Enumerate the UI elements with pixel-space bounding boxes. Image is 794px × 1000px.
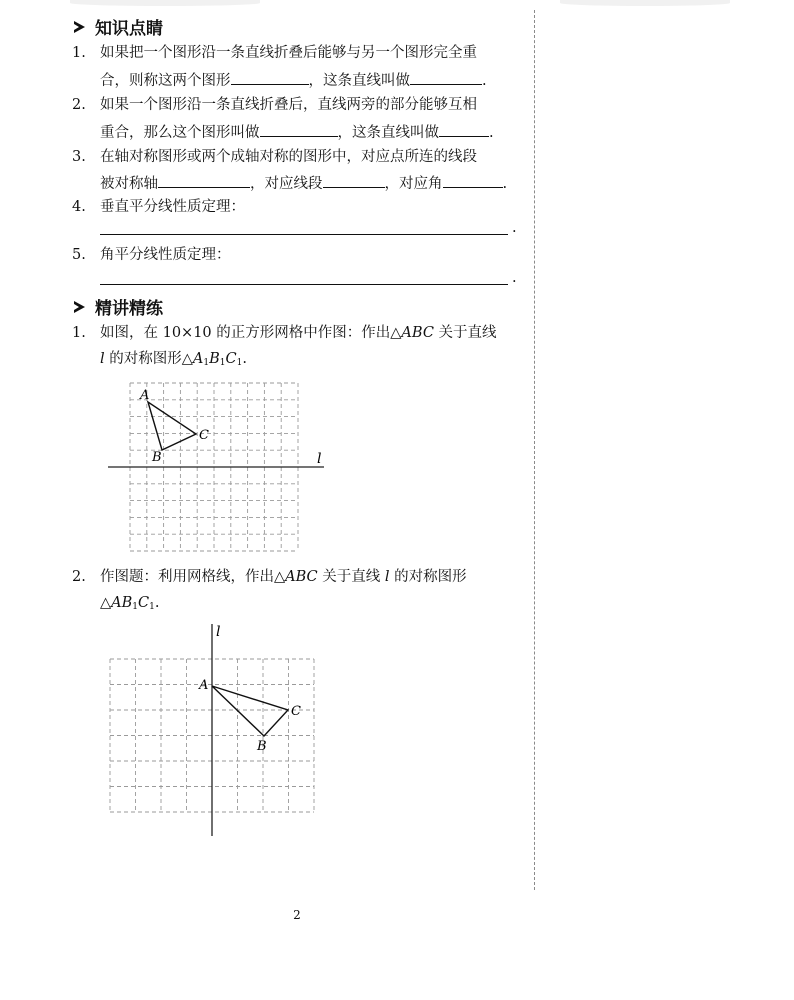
answer-blank[interactable] — [158, 173, 250, 188]
page-number: 2 — [293, 908, 301, 922]
item-number: 1. — [72, 45, 86, 61]
answer-line[interactable] — [100, 234, 508, 235]
item-4-text: 垂直平分线性质定理： — [100, 199, 245, 215]
end-period: . — [512, 220, 517, 236]
answer-blank[interactable] — [323, 173, 385, 188]
label-b: B — [152, 450, 162, 465]
text-segment: . — [502, 176, 508, 192]
text-segment: 作图题：利用网格线，作出△ — [100, 569, 286, 585]
problem-2-line-1 — [100, 568, 467, 586]
item-5-text: 角平分线性质定理： — [100, 247, 231, 263]
problem-2-grid-figure — [100, 618, 340, 843]
problem-number: 2. — [72, 569, 86, 585]
text-segment: ，对应线段 — [250, 176, 323, 192]
subscript: 1 — [149, 602, 155, 612]
arrow-bullet-icon — [74, 21, 85, 33]
top-decoration-right — [560, 0, 730, 6]
answer-line[interactable] — [100, 284, 508, 285]
text-segment: △ — [100, 595, 112, 611]
section-title-text: 精讲精练 — [95, 299, 163, 319]
text-segment: . — [242, 351, 247, 367]
arrow-bullet-icon — [74, 301, 85, 313]
item-number: 4. — [72, 199, 86, 215]
item-1-line-1: 如果把一个图形沿一条直线折叠后能够与另一个图形完全重 — [100, 45, 477, 61]
problem-number: 1. — [72, 325, 86, 341]
label-l: l — [216, 624, 221, 640]
subscript: 1 — [132, 602, 139, 612]
answer-blank[interactable] — [443, 173, 503, 188]
triangle-abc — [212, 686, 288, 736]
section-title-text: 知识点睛 — [95, 19, 163, 39]
problem-1-grid-figure — [100, 375, 340, 560]
item-3-line-2 — [100, 173, 507, 193]
label-b: B — [257, 739, 267, 754]
triangle-abc — [148, 402, 196, 450]
subscript: 1 — [219, 358, 226, 368]
problem-1-line-1 — [100, 324, 497, 342]
problem-2-line-2 — [100, 594, 159, 616]
item-number: 5. — [72, 247, 86, 263]
item-1-line-2 — [100, 70, 487, 90]
math-text: C — [138, 595, 150, 611]
text-segment: . — [482, 73, 487, 89]
item-number: 3. — [72, 149, 86, 165]
text-segment: . — [489, 125, 494, 141]
math-text: A — [192, 351, 204, 367]
section-title-knowledge — [74, 14, 163, 39]
answer-blank[interactable] — [260, 122, 338, 137]
text-segment: 关于直线 — [317, 569, 385, 585]
math-text: AB — [111, 595, 133, 611]
subscript: 1 — [236, 358, 243, 368]
text-segment: ，这条直线叫做 — [337, 125, 439, 141]
math-text: l — [384, 569, 390, 585]
text-segment: ，这条直线叫做 — [308, 73, 410, 89]
math-text: ABC — [401, 325, 434, 341]
math-text: B — [209, 351, 220, 367]
page-divider — [534, 10, 535, 890]
item-number: 2. — [72, 97, 86, 113]
item-2-line-2 — [100, 122, 494, 142]
math-text: l — [100, 351, 105, 367]
text-segment: 如图，在 10×10 的正方形网格中作图：作出△ — [100, 325, 402, 341]
section-title-practice — [74, 294, 163, 319]
label-c: C — [291, 704, 301, 719]
text-segment: 的对称图形 — [389, 569, 467, 585]
text-segment: 的对称图形△ — [104, 351, 193, 367]
math-text: ABC — [285, 569, 318, 585]
end-period: . — [512, 270, 517, 286]
text-segment: . — [154, 595, 160, 611]
text-segment: ，对应角 — [384, 176, 443, 192]
item-3-line-1: 在轴对称图形或两个成轴对称的图形中，对应点所连的线段 — [100, 149, 477, 165]
label-c: C — [199, 428, 209, 443]
item-2-line-1: 如果一个图形沿一条直线折叠后，直线两旁的部分能够互相 — [100, 97, 477, 113]
text-segment: 关于直线 — [433, 325, 497, 341]
text-segment: 重合，那么这个图形叫做 — [100, 125, 260, 141]
text-segment: 合，则称这两个图形 — [100, 73, 231, 89]
answer-blank[interactable] — [410, 70, 482, 85]
answer-blank[interactable] — [231, 70, 309, 85]
label-a: A — [140, 388, 150, 403]
problem-1-line-2 — [100, 350, 247, 372]
answer-blank[interactable] — [439, 122, 489, 137]
text-segment: 被对称轴 — [100, 176, 158, 192]
top-decoration-left — [70, 0, 260, 6]
label-a: A — [199, 678, 209, 693]
math-text: C — [225, 351, 237, 367]
label-l: l — [317, 451, 322, 467]
subscript: 1 — [203, 358, 210, 368]
